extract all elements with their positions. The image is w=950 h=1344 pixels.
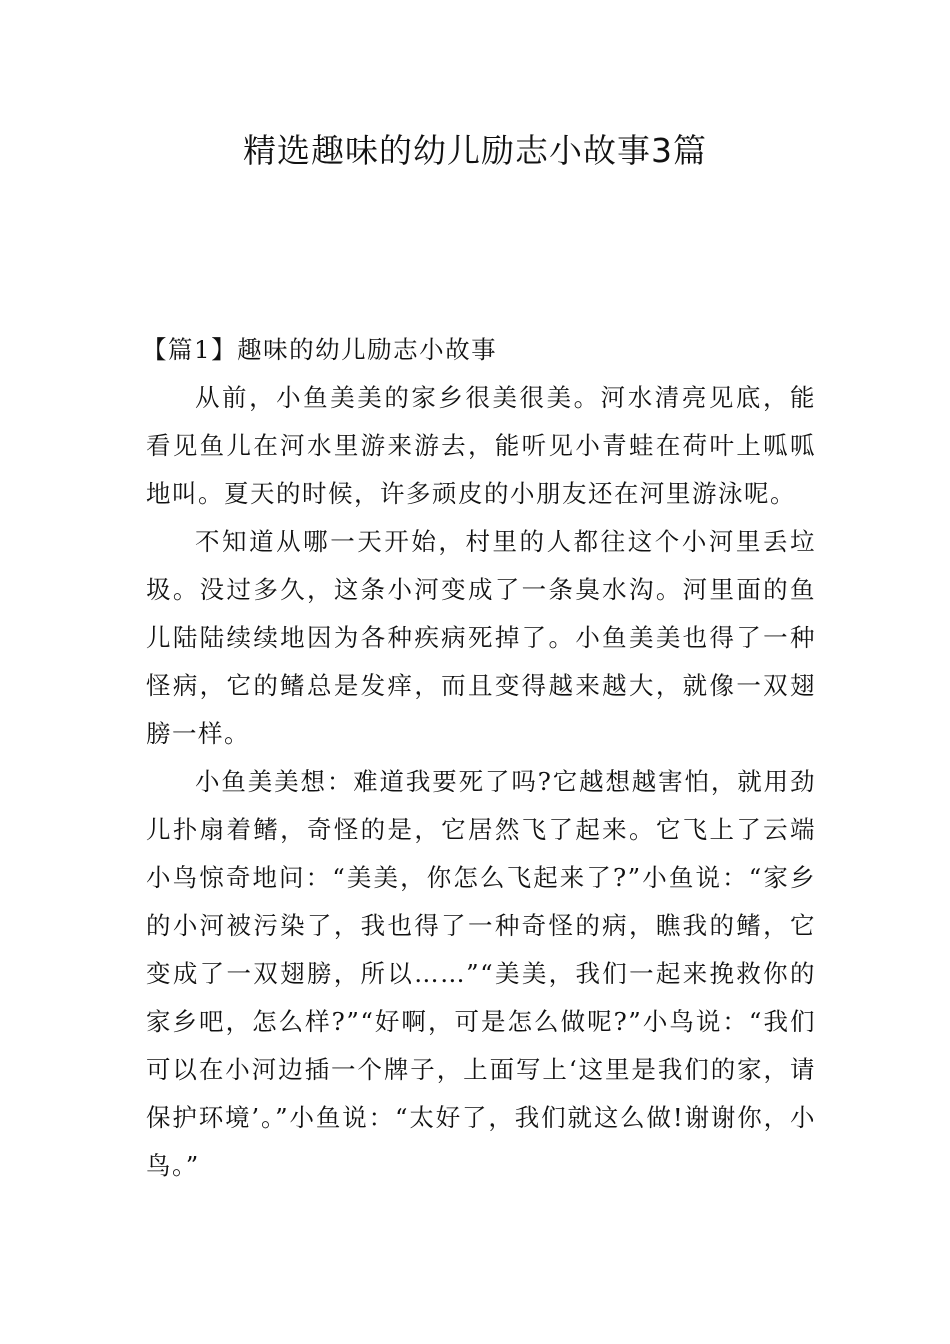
document-title: 精选趣味的幼儿励志小故事3篇 xyxy=(243,131,707,170)
section-heading: 【篇1】趣味的幼儿励志小故事 xyxy=(142,335,498,364)
paragraph-1: 从前，小鱼美美的家乡很美很美。河水清亮见底，能看见鱼儿在河水里游来游去，能听见小青蛙在荷叶上呱呱地叫。夏天的时候，许多顽皮的小朋友还在河里游泳呢。 xyxy=(146,383,816,508)
paragraph-3: 小鱼美美想：难道我要死了吗?它越想越害怕，就用劲儿扑扇着鳍，奇怪的是，它居然飞了起来。它飞上了云端小鸟惊奇地问：“美美，你怎么飞起来了?”小鱼说：“家乡的小河被污染了，我也得了一种奇怪的病，瞧我的鳍，它变成了一双翅膀，所以……”“美美，我们一起来挽救你的家乡吧，怎么样?”“好啊，可是怎么做呢?”小鸟说：“我们可以在小河边插一个牌子，上面写上‘这里是我们的家，请保护环境’。”小鱼说：“太好了，我们就这么做!谢谢你，小鸟。” xyxy=(146,767,816,1180)
paragraph-2: 不知道从哪一天开始，村里的人都往这个小河里丢垃圾。没过多久，这条小河变成了一条臭水沟。河里面的鱼儿陆陆续续地因为各种疾病死掉了。小鱼美美也得了一种怪病，它的鳍总是发痒，而且变得越来越大，就像一双翅膀一样。 xyxy=(146,527,816,748)
document-body xyxy=(142,326,816,1190)
